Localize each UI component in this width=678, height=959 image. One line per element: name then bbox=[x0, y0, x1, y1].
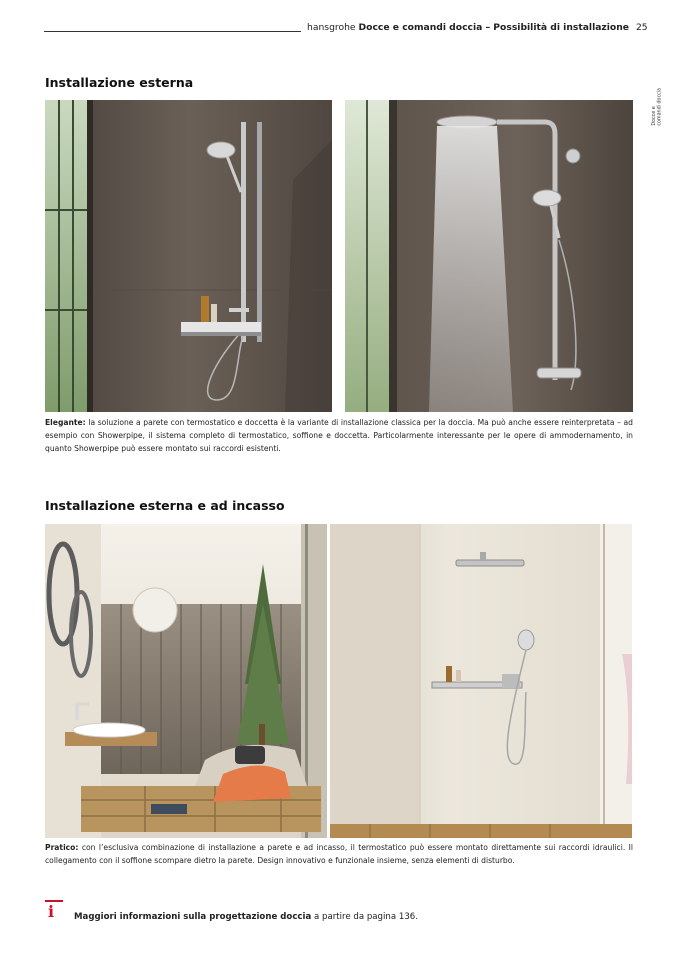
info-note-bold: Maggiori informazioni sulla progettazione doccia bbox=[74, 912, 312, 922]
info-icon: i bbox=[45, 900, 63, 922]
photo-shower-concealed bbox=[330, 524, 632, 838]
section-title-external: Installazione esterna bbox=[45, 75, 194, 90]
section-title-combined: Installazione esterna e ad incasso bbox=[45, 498, 285, 513]
info-note-rest: a partire da pagina 136. bbox=[311, 912, 418, 922]
info-note bbox=[74, 912, 418, 922]
side-tab bbox=[652, 88, 672, 126]
photo-showerpipe bbox=[345, 100, 633, 412]
caption-combined bbox=[45, 841, 633, 867]
running-header bbox=[307, 22, 648, 33]
photo-wall-shower-thermostat bbox=[45, 100, 332, 412]
caption-external-body: la soluzione a parete con termostatico e doccetta è la variante di installazione classica per la doccia. Ma può anche essere reinterpretata – ad esempio con Showerpipe, il sistema completo di termostatico, soffione e doccetta. Particolarmente interessante per le opere di ammodernamento, in quanto Showerpipe può essere montato sui raccordi esistenti. bbox=[45, 418, 633, 453]
caption-external bbox=[45, 416, 633, 455]
caption-combined-body: con l’esclusiva combinazione di installazione a parete e ad incasso, il termostatico può essere montato direttamente sui raccordi idraulici. Il collegamento con il soffione scompare dietro la parete. Design innovativo e funzionale insieme, senza elementi di disturbo. bbox=[45, 843, 633, 865]
page-number: 25 bbox=[635, 22, 648, 33]
header-brand: hansgrohe bbox=[307, 22, 356, 33]
caption-external-lead: Elegante: bbox=[45, 418, 86, 427]
photo-bathroom-lounge bbox=[45, 524, 327, 838]
header-chapter: Docce e comandi doccia – Possibilità di installazione bbox=[358, 22, 630, 33]
side-tab-line2: comandi doccia bbox=[657, 88, 663, 126]
side-tab-line1: Docce e bbox=[652, 106, 657, 126]
caption-combined-lead: Pratico: bbox=[45, 843, 79, 852]
header-rule bbox=[44, 31, 301, 32]
